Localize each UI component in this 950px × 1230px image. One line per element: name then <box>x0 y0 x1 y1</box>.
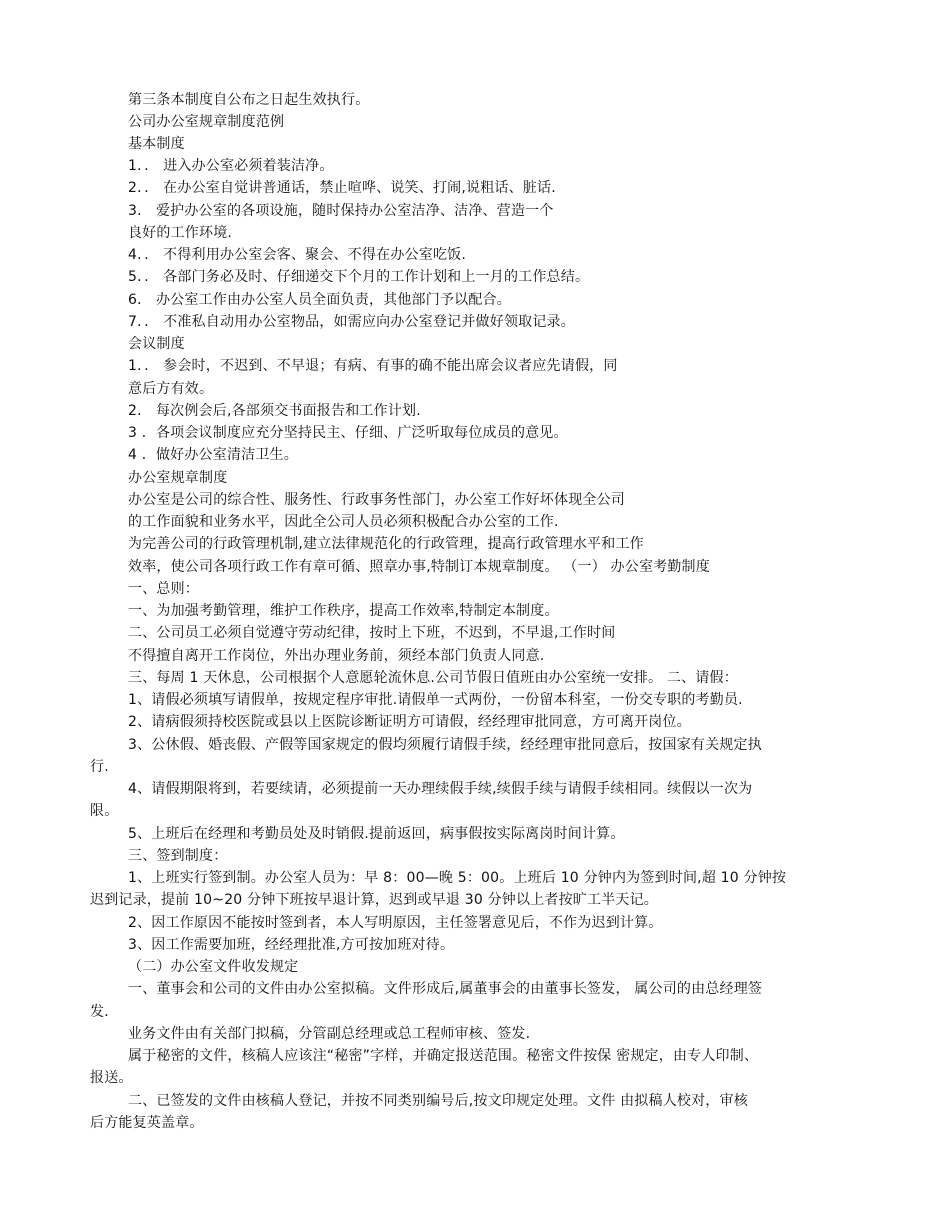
text-line: 良好的工作环境. <box>128 225 233 241</box>
text-line: 4、请假期限将到，若要续请，必须提前一天办理续假手续,续假手续与请假手续相同。续假以一次为 <box>128 781 753 797</box>
section-heading: 会议制度 <box>128 336 185 352</box>
text-line: 迟到记录，提前 10~20 分钟下班按早退计算，迟到或早退 30 分钟以上者按旷工半天记。 <box>90 892 658 908</box>
text-line: 属于秘密的文件，核稿人应该注“秘密”字样，并确定报送范围。秘密文件按保 密规定，由专人印制、 <box>128 1048 759 1064</box>
text-line: 的工作面貌和业务水平，因此全公司人员必须积极配合办公室的工作. <box>128 514 559 530</box>
text-line: 一、为加强考勤管理，维护工作秩序，提高工作效率,特制定本制度。 <box>128 603 559 619</box>
list-item: 4．． 不得利用办公室会客、聚会、不得在办公室吃饭. <box>128 247 467 263</box>
section-heading: 基本制度 <box>128 136 185 152</box>
list-item: 5．． 各部门务必及时、仔细递交下个月的工作计划和上一月的工作总结。 <box>128 269 590 285</box>
text-line: 5、上班后在经理和考勤员处及时销假.提前返回，病事假按实际离岗时间计算。 <box>128 826 625 842</box>
list-item: 3． 爱护办公室的各项设施，随时保持办公室洁净、洁净、营造一个 <box>128 203 554 219</box>
text-line: 业务文件由有关部门拟稿，分管副总经理或总工程师审核、签发. <box>128 1026 531 1042</box>
text-line: 行. <box>90 759 109 775</box>
list-item: 7．． 不准私自动用办公室物品，如需应向办公室登记并做好领取记录。 <box>128 314 575 330</box>
text-line: 意后方有效。 <box>128 381 214 397</box>
list-item: 2．． 在办公室自觉讲普通话，禁止喧哗、说笑、打闹,说粗话、脏话. <box>128 180 556 196</box>
section-heading: 一、总则： <box>128 581 199 597</box>
text-line: 发． <box>90 1004 119 1020</box>
text-line: 二、公司员工必须自觉遵守劳动纪律，按时上下班，不迟到，不早退,工作时间 <box>128 625 616 641</box>
text-line: 办公室是公司的综合性、服务性、行政事务性部门，办公室工作好坏体现全公司 <box>128 492 625 508</box>
text-line: 1、上班实行签到制。办公室人员为：早 8：00—晚 5：00。上班后 10 分钟内为签到时间,超 10 分钟按 <box>128 870 787 886</box>
list-item: 3 ．各项会议制度应充分坚持民主、仔细、广泛听取每位成员的意见。 <box>128 425 568 441</box>
text-line: 一、董事会和公司的文件由办公室拟稿。文件形成后,属董事会的由董事长签发， 属公司的由总经理签 <box>128 981 763 997</box>
text-line: 报送。 <box>90 1070 133 1086</box>
text-line: 第三条本制度自公布之日起生效执行。 <box>128 92 370 108</box>
text-line: 2、请病假须持校医院或县以上医院诊断证明方可请假，经经理审批同意，方可离开岗位。 <box>128 714 691 730</box>
text-line: 不得擅自离开工作岗位，外出办理业务前，须经本部门负责人同意. <box>128 648 545 664</box>
text-line: 二、已签发的文件由核稿人登记，并按不同类别编号后,按文印规定处理。文件 由拟稿人校对，审核 <box>128 1093 748 1109</box>
list-item: 1．． 参会时，不迟到、不早退；有病、有事的确不能出席会议者应先请假，同 <box>128 358 618 374</box>
text-line: 限。 <box>90 803 119 819</box>
list-item: 6． 办公室工作由办公室人员全面负责，其他部门予以配合。 <box>128 292 511 308</box>
text-line: 3、因工作需要加班，经经理批准,方可按加班对待。 <box>128 937 455 953</box>
list-item: 4 ．做好办公室清洁卫生。 <box>128 447 298 463</box>
text-line: 后方能复英盖章。 <box>90 1115 204 1131</box>
section-heading: 办公室规章制度 <box>128 470 228 486</box>
text-line: 2、因工作原因不能按时签到者，本人写明原因，主任签署意见后，不作为迟到计算。 <box>128 915 663 931</box>
text-line: 3、公休假、婚丧假、产假等国家规定的假均须履行请假手续，经经理审批同意后，按国家有关规定执 <box>128 737 762 753</box>
text-line: 三、每周 1 天休息，公司根据个人意愿轮流休息.公司节假日值班由办公室统一安排。 二、请假： <box>128 670 738 686</box>
list-item: 1．． 进入办公室必须着装洁净。 <box>128 158 334 174</box>
text-line: 1、请假必须填写请假单，按规定程序审批.请假单一式两份，一份留本科室，一份交专职的考勤员. <box>128 692 743 708</box>
text-line: 效率，使公司各项行政工作有章可循、照章办事,特制订本规章制度。 （一） 办公室考勤制度 <box>128 559 710 575</box>
text-line: 为完善公司的行政管理机制,建立法律规范化的行政管理，提高行政管理水平和工作 <box>128 536 644 552</box>
heading: 公司办公室规章制度范例 <box>128 114 285 130</box>
list-item: 2． 每次例会后,各部须交书面报告和工作计划. <box>128 403 421 419</box>
section-heading: 三、签到制度： <box>128 848 228 864</box>
section-heading: （二）办公室文件收发规定 <box>128 959 299 975</box>
